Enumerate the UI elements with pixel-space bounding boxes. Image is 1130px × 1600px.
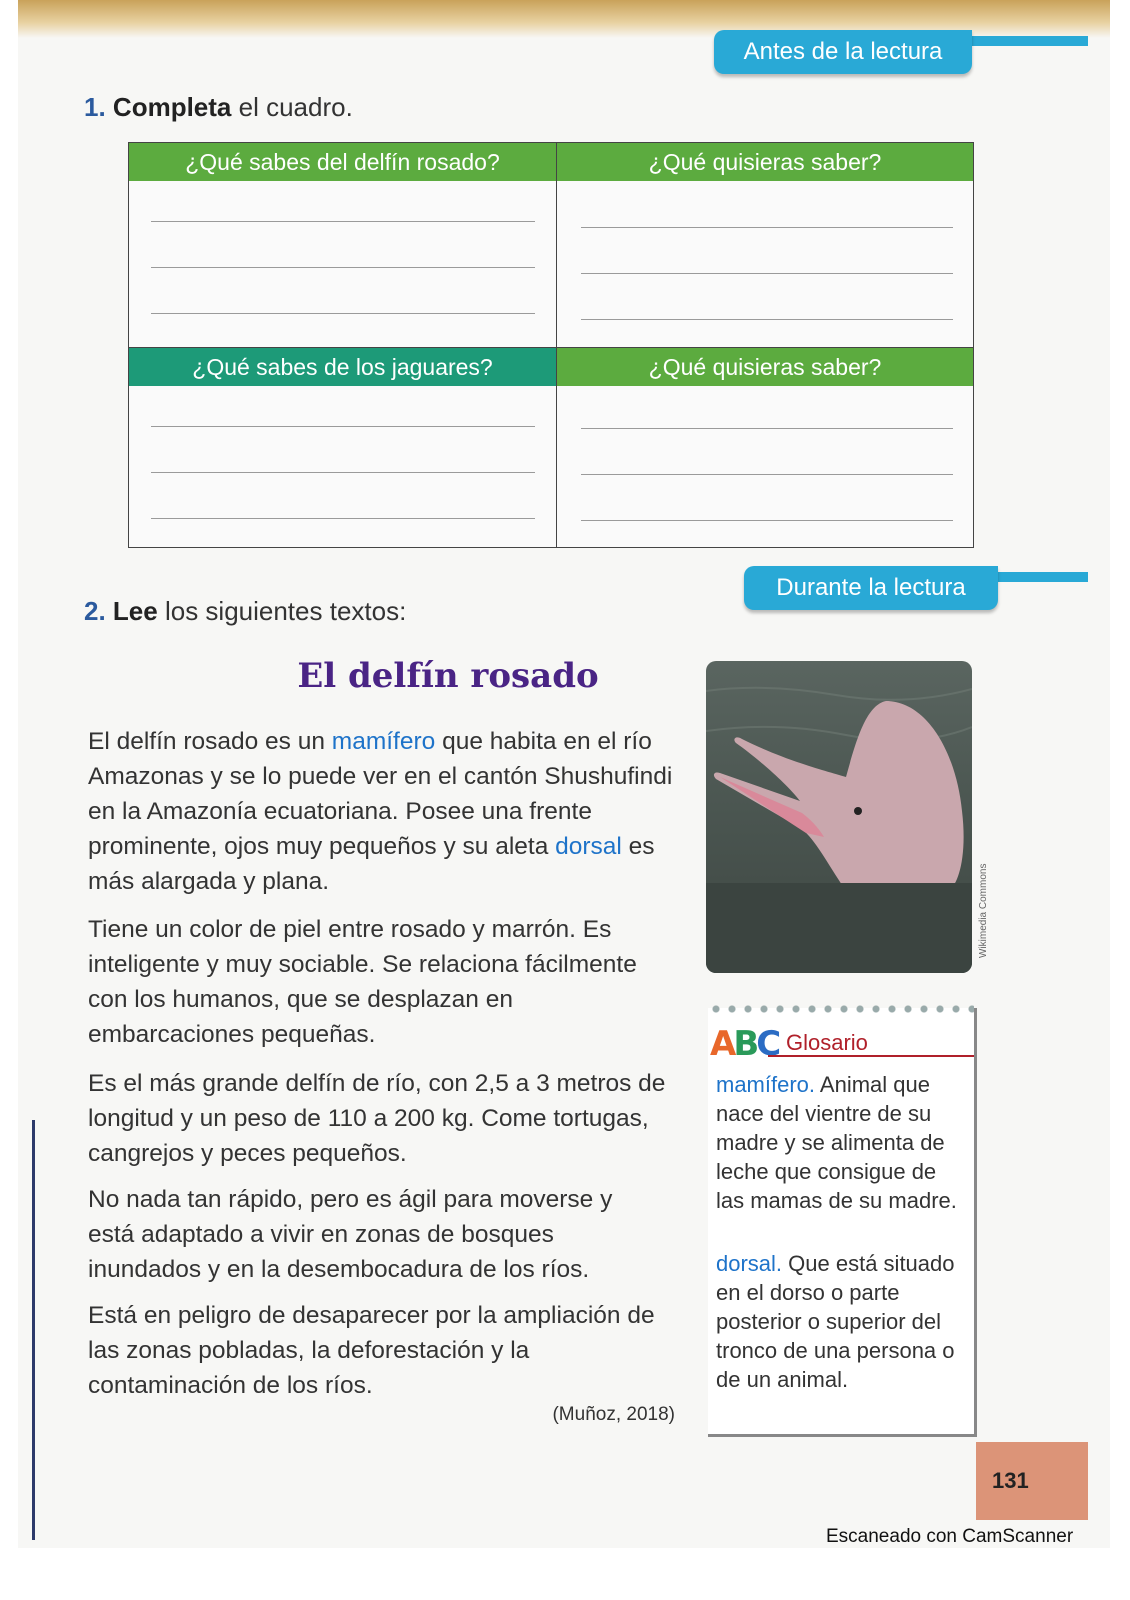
story-paragraph-5: Está en peligro de desaparecer por la ampliación de las zonas pobladas, la deforestación y la contaminación de los ríos. (88, 1302, 655, 1399)
term-dorsal: dorsal (555, 833, 622, 860)
activity-2-text: los siguientes textos: (157, 596, 407, 626)
activity-2-verb: Lee (112, 596, 158, 626)
table-cell-jaguar-want (557, 347, 973, 548)
story-paragraph-3: Es el más grande delfín de río, con 2,5 a 3 metros de longitud y un peso de 110 a 200 kg. Come tortugas, cangrejos y peces pequeños. (88, 1070, 666, 1167)
answer-line[interactable] (581, 227, 953, 228)
table-header: ¿Qué quisieras saber? (557, 348, 973, 386)
pink-dolphin-image (706, 661, 972, 973)
activity-1-text: el cuadro. (231, 92, 353, 122)
table-header: ¿Qué sabes de los jaguares? (129, 348, 556, 386)
dolphin-photo (706, 661, 972, 973)
glossary-term: mamífero. (716, 1072, 816, 1097)
glossary-definition: Que está situado en el dorso o parte posterior o superior del tronco de una persona o de un animal. (716, 1251, 955, 1392)
glossary-box (708, 1008, 977, 1437)
citation: (Muñoz, 2018) (552, 1404, 675, 1425)
p1-text-b: que habita en el río Amazonas y se lo puede ver en el cantón Shushufindi en la Amazonía ecuatoriana. Posee una frente prominente, ojos muy pequeños y su aleta (88, 728, 673, 860)
glossary-term: dorsal. (716, 1251, 783, 1276)
tab-line-before (960, 36, 1088, 46)
kw-table (128, 142, 974, 548)
activity-1-prompt (84, 92, 353, 123)
answer-line[interactable] (581, 319, 953, 320)
answer-line[interactable] (151, 267, 535, 268)
answer-line[interactable] (581, 520, 953, 521)
glossary-title: Glosario (786, 1030, 868, 1055)
answer-line[interactable] (581, 474, 953, 475)
answer-line[interactable] (581, 273, 953, 274)
activity-1-verb: Completa (112, 92, 232, 122)
answer-line[interactable] (151, 426, 535, 427)
p1-text-a: El delfín rosado es un (88, 728, 332, 755)
story-paragraph-2: Tiene un color de piel entre rosado y marrón. Es inteligente y muy sociable. Se relaciona fácilmente con los humanos, que se desplazan en embarcaciones pequeñas. (88, 916, 637, 1048)
spiral-binding (708, 1004, 974, 1014)
table-cell-jaguar-know (129, 347, 557, 548)
story-paragraph-1 (88, 724, 688, 899)
glossary-entry-mamifero (716, 1070, 968, 1215)
answer-line[interactable] (151, 518, 535, 519)
margin-bar (32, 1120, 35, 1540)
photo-credit: Wikimedia Commons (978, 863, 989, 958)
glossary-entry-dorsal (716, 1249, 968, 1394)
table-header: ¿Qué quisieras saber? (557, 143, 973, 181)
answer-line[interactable] (151, 313, 535, 314)
activity-2-prompt (84, 596, 406, 627)
glossary-definition: Animal que nace del vientre de su madre y se alimenta de leche que consigue de las mamas de su madre. (716, 1072, 957, 1213)
p1-text-c: es más alargada y plana. (88, 833, 655, 895)
table-cell-dolphin-want (557, 143, 973, 347)
tab-line-during (990, 572, 1088, 582)
term-mamifero: mamífero (331, 728, 436, 755)
story-paragraph-4: No nada tan rápido, pero es ágil para moverse y está adaptado a vivir en zonas de bosques inundados y en la desembocadura de los ríos. (88, 1186, 613, 1283)
table-header: ¿Qué sabes del delfín rosado? (129, 143, 556, 181)
section-tab-before-reading: Antes de la lectura (714, 30, 972, 74)
scanner-watermark: Escaneado con CamScanner (826, 1526, 1074, 1547)
answer-line[interactable] (581, 428, 953, 429)
story-title: El delfín rosado (297, 656, 599, 696)
section-tab-during-reading: Durante la lectura (744, 566, 998, 610)
glossary-underline (768, 1055, 974, 1057)
abc-logo: ABC (710, 1024, 779, 1064)
activity-2-number: 2. (84, 596, 106, 626)
answer-line[interactable] (151, 472, 535, 473)
page-number: 131 (976, 1442, 1088, 1520)
answer-line[interactable] (151, 221, 535, 222)
activity-1-number: 1. (84, 92, 106, 122)
table-cell-dolphin-know (129, 143, 557, 347)
